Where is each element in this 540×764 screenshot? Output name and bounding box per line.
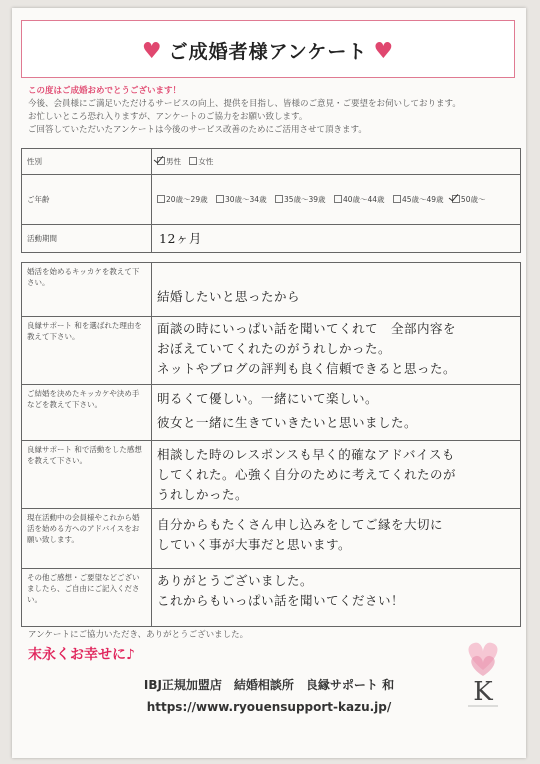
question-text: 婚活を始めるキッカケを教えて下さい。 <box>22 263 152 317</box>
gender-option-female[interactable]: 女性 <box>189 156 213 167</box>
answer-line: うれしかった。 <box>157 487 249 502</box>
question-row <box>22 385 521 441</box>
happiness-message: 末永くお幸せに♪ <box>28 647 135 663</box>
question-row <box>22 317 521 385</box>
gender-label: 性別 <box>22 149 152 175</box>
brand-logo-icon <box>460 640 506 712</box>
answer-line: これからもいっぱい話を聞いてください！ <box>157 593 405 608</box>
gender-row <box>22 149 521 175</box>
period-row <box>22 225 521 253</box>
age-label: ご年齢 <box>22 175 152 225</box>
age-option-20s[interactable]: 20歳～29歳 <box>157 194 208 205</box>
question-table <box>21 262 521 627</box>
answer-line: ありがとうございました。 <box>157 573 314 588</box>
answer-field[interactable] <box>152 385 521 441</box>
answer-field[interactable] <box>152 441 521 509</box>
age-row <box>22 175 521 225</box>
intro-line-3: ご回答していただいたアンケートは今後のサービス改善のためにご活用させて頂きます。 <box>28 125 367 135</box>
checkbox-icon[interactable] <box>275 195 283 203</box>
age-option-30-34[interactable]: 30歳～34歳 <box>216 194 267 205</box>
question-text: 現在活動中の会員様やこれから婚活を始める方へのアドバイスをお願い致します。 <box>22 509 152 569</box>
answer-line: 相談した時のレスポンスも早く的確なアドバイスも <box>157 447 455 462</box>
question-text: その他ご感想・ご要望などございましたら、ご自由にご記入ください。 <box>22 569 152 627</box>
checkbox-icon[interactable] <box>157 195 165 203</box>
gender-option-male[interactable]: 男性 <box>157 156 181 167</box>
congrats-text: この度はご成婚おめでとうございます！ <box>28 86 182 96</box>
checkbox-checked-icon[interactable] <box>157 157 165 165</box>
checkbox-icon[interactable] <box>189 157 197 165</box>
answer-line: してくれた。心強く自分のために考えてくれたのが <box>157 467 457 482</box>
answer-field[interactable] <box>152 263 521 317</box>
answer-line: 面談の時にいっぱい話を聞いてくれて 全部内容を <box>157 321 457 336</box>
answer-line: していく事が大事だと思います。 <box>157 537 352 552</box>
answer-line: 彼女と一緒に生きていきたいと思いました。 <box>157 415 418 430</box>
question-row <box>22 263 521 317</box>
page-title: ♥ ご成婚者様アンケート ♥ <box>141 39 395 64</box>
age-option-50-plus[interactable]: 50歳～ <box>452 194 486 205</box>
title-box <box>21 20 515 78</box>
thanks-text: アンケートにご協力いただき、ありがとうございました。 <box>28 630 249 640</box>
gender-options <box>152 149 521 175</box>
intro-line-1: 今後、会員様にご満足いただけるサービスの向上、提供を目指し、皆様のご意見・ご要望をお伺いしております。 <box>28 99 461 109</box>
age-option-35-39[interactable]: 35歳～39歳 <box>275 194 326 205</box>
question-text: ご結婚を決めたキッカケや決め手などを教えて下さい。 <box>22 385 152 441</box>
heart-icon-right: ♥ <box>373 39 395 64</box>
answer-field[interactable] <box>152 569 521 627</box>
website-link[interactable]: https://www.ryouensupport-kazu.jp/ <box>146 700 392 714</box>
period-answer[interactable] <box>152 225 521 253</box>
age-options <box>152 175 521 225</box>
answer-line: ネットやブログの評判も良く信頼できると思った。 <box>157 361 457 376</box>
age-option-45-49[interactable]: 45歳～49歳 <box>393 194 444 205</box>
age-option-40-44[interactable]: 40歳～44歳 <box>334 194 385 205</box>
question-row <box>22 569 521 627</box>
survey-sheet <box>12 8 526 758</box>
question-text: 良縁サポート 和で活動をした感想を教えて下さい。 <box>22 441 152 509</box>
period-label: 活動期間 <box>22 225 152 253</box>
logo-letter: K <box>473 677 493 707</box>
checkbox-icon[interactable] <box>216 195 224 203</box>
answer-line: 自分からもたくさん申し込みをしてご縁を大切に <box>157 517 444 532</box>
checkbox-icon[interactable] <box>393 195 401 203</box>
heart-icon-left: ♥ <box>141 39 163 64</box>
answer-field[interactable] <box>152 509 521 569</box>
answer-line: おぼえていてくれたのがうれしかった。 <box>157 341 392 356</box>
question-text: 良縁サポート 和を選ばれた理由を教えて下さい。 <box>22 317 152 385</box>
question-row <box>22 509 521 569</box>
answer-field[interactable] <box>152 317 521 385</box>
period-value: 12ヶ月 <box>159 230 202 246</box>
checkbox-checked-icon[interactable] <box>452 195 460 203</box>
answer-line: 結婚したいと思ったから <box>157 289 301 304</box>
question-row <box>22 441 521 509</box>
intro-line-2: お忙しいところ恐れ入りますが、アンケートのご協力をお願い致します。 <box>28 112 308 122</box>
checkbox-icon[interactable] <box>334 195 342 203</box>
profile-table <box>21 148 521 253</box>
shop-name: IBJ正規加盟店 結婚相談所 良縁サポート 和 <box>143 678 395 692</box>
answer-line: 明るくて優しい。一緒にいて楽しい。 <box>157 391 379 406</box>
